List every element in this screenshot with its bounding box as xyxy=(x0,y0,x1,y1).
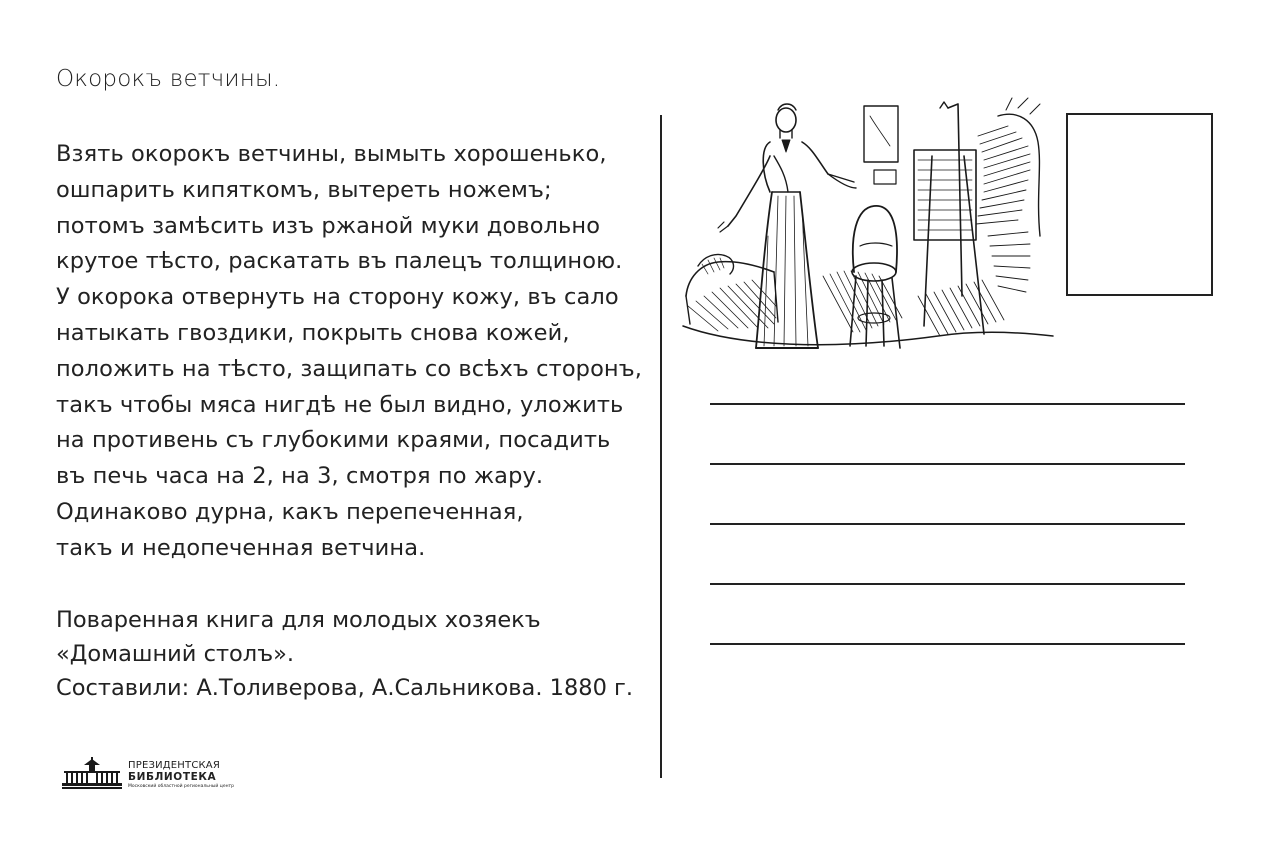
address-line xyxy=(710,583,1185,585)
source-book-name: «Домашний столъ». xyxy=(56,641,295,667)
library-building-icon xyxy=(62,757,122,791)
recipe-line: Взять окорокъ ветчины, вымыть хорошенько, xyxy=(56,141,607,167)
postcard-divider xyxy=(660,115,662,778)
source-citation xyxy=(56,603,656,705)
recipe-line: такъ чтобы мяса нигдѣ не был видно, уложить xyxy=(56,391,624,418)
logo-line-president: ПРЕЗИДЕНТСКАЯ xyxy=(128,760,220,771)
logo-line-center: Московский областной региональный центр xyxy=(128,784,235,789)
presidential-library-logo xyxy=(62,757,242,797)
recipe-line: крутое тѣсто, раскатать въ палецъ толщиною. xyxy=(56,248,623,275)
address-line xyxy=(710,523,1185,525)
address-line xyxy=(710,643,1185,645)
recipe-title: Окорокъ ветчины. xyxy=(56,66,281,92)
recipe-line: ошпарить кипяткомъ, вытереть ножемъ; xyxy=(56,176,552,203)
address-line xyxy=(710,403,1185,405)
recipe-body xyxy=(56,137,656,567)
stamp-box xyxy=(1066,113,1213,296)
logo-text xyxy=(128,760,234,790)
source-authors: Составили: А.Толиверова, А.Сальникова. 1880 г. xyxy=(56,675,634,701)
painter-illustration xyxy=(678,96,1058,358)
recipe-line: на противень съ глубокими краями, посадить xyxy=(56,427,611,454)
recipe-line: натыкать гвоздики, покрыть снова кожей, xyxy=(56,319,570,346)
recipe-line: Одинаково дурна, какъ перепеченная, xyxy=(56,498,524,525)
recipe-line: потомъ замѣсить изъ ржаной муки довольно xyxy=(56,212,601,239)
recipe-line: такъ и недопеченная ветчина. xyxy=(56,534,426,561)
logo-line-library: БИБЛИОТЕКА xyxy=(128,771,217,783)
address-line xyxy=(710,463,1185,465)
recipe-line: положить на тѣсто, защипать со всѣхъ сторонъ, xyxy=(56,355,642,382)
recipe-line: въ печь часа на 2, на 3, смотря по жару. xyxy=(56,463,544,490)
source-book-title: Поваренная книга для молодых хозяекъ xyxy=(56,607,541,633)
recipe-line: У окорока отвернуть на сторону кожу, въ сало xyxy=(56,284,619,311)
